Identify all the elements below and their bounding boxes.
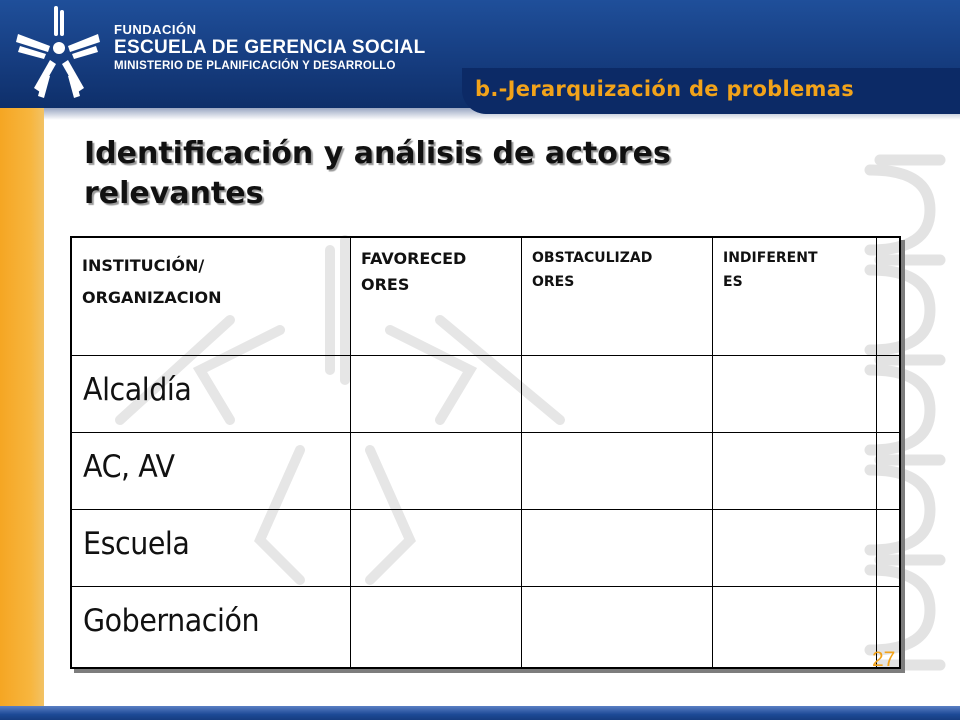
table-cell bbox=[522, 356, 713, 433]
header-text: INDIFERENT bbox=[723, 250, 818, 266]
header-text: INSTITUCIÓN/ bbox=[82, 256, 205, 275]
table-cell bbox=[351, 510, 522, 587]
table-row bbox=[71, 587, 900, 669]
left-accent-bar bbox=[0, 108, 44, 708]
table-cell bbox=[522, 587, 713, 669]
row-label: Gobernación bbox=[83, 603, 260, 639]
header-cell-obstaculizadores bbox=[522, 237, 713, 356]
slide-title bbox=[84, 134, 784, 214]
table-cell bbox=[522, 433, 713, 510]
header-text: OBSTACULIZAD bbox=[532, 250, 653, 266]
row-label: AC, AV bbox=[83, 449, 175, 485]
table-cell bbox=[522, 510, 713, 587]
header-cell-indiferentes bbox=[713, 237, 877, 356]
header-cell-empty bbox=[877, 237, 901, 356]
table-cell bbox=[877, 356, 901, 433]
table-row bbox=[71, 433, 900, 510]
slide-title-line-2: relevantes bbox=[84, 176, 264, 211]
header-text: ORES bbox=[532, 274, 575, 290]
table-row bbox=[71, 510, 900, 587]
table-cell bbox=[713, 356, 877, 433]
page-number: 27 bbox=[872, 648, 896, 671]
header-text: ORES bbox=[361, 275, 410, 294]
table-cell bbox=[877, 433, 901, 510]
row-label-cell bbox=[71, 510, 351, 587]
bottom-accent-bar bbox=[0, 706, 960, 720]
organization-name bbox=[114, 22, 425, 72]
row-label: Alcaldía bbox=[83, 372, 192, 408]
table-cell bbox=[877, 510, 901, 587]
org-line-1: FUNDACIÓN bbox=[114, 22, 197, 37]
table-cell bbox=[351, 587, 522, 669]
table-cell bbox=[351, 356, 522, 433]
section-title: b.-Jerarquización de problemas bbox=[475, 77, 855, 101]
row-label: Escuela bbox=[83, 526, 190, 562]
org-line-3: MINISTERIO DE PLANIFICACIÓN Y DESARROLLO bbox=[114, 60, 396, 72]
header-text: FAVORECED bbox=[361, 249, 467, 268]
table-row bbox=[71, 356, 900, 433]
slide-title-line-1: Identificación y análisis de actores bbox=[84, 136, 671, 171]
row-label-cell bbox=[71, 587, 351, 669]
header-text: ES bbox=[723, 274, 743, 290]
actors-table bbox=[70, 236, 901, 669]
row-label-cell bbox=[71, 433, 351, 510]
header-cell-favorecedores bbox=[351, 237, 522, 356]
table-cell bbox=[713, 510, 877, 587]
table-cell bbox=[713, 433, 877, 510]
org-line-2: ESCUELA DE GERENCIA SOCIAL bbox=[114, 37, 426, 58]
foundation-logo-icon bbox=[10, 4, 106, 100]
table-cell bbox=[351, 433, 522, 510]
header-cell-institucion bbox=[71, 237, 351, 356]
header-text: ORGANIZACION bbox=[82, 288, 222, 307]
table-cell bbox=[713, 587, 877, 669]
row-label-cell bbox=[71, 356, 351, 433]
table-header-row bbox=[71, 237, 900, 356]
